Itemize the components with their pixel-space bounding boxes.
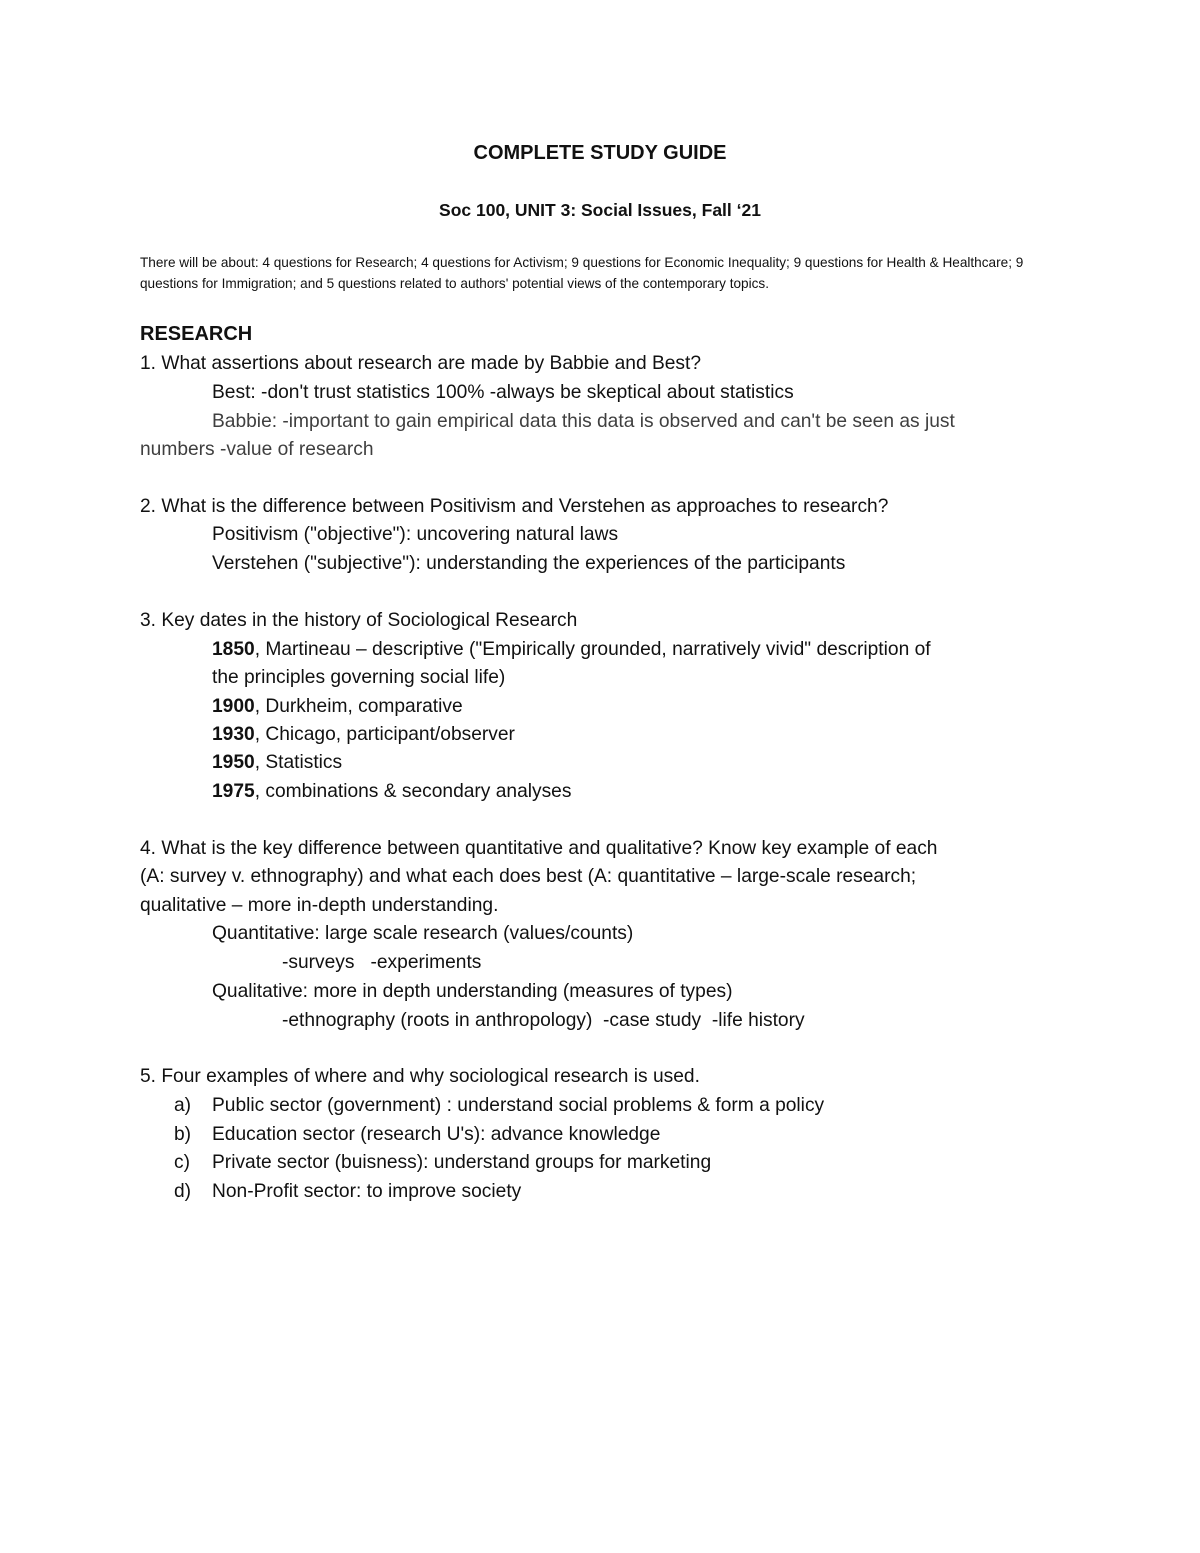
date-entry <box>212 722 515 748</box>
date-description: , combinations & secondary analyses <box>254 781 572 802</box>
list-item: Private sector (buisness): understand groups for marketing <box>212 1152 712 1173</box>
quantitative-examples: -surveys -experiments <box>282 952 482 973</box>
date-year: 1930 <box>212 724 255 745</box>
date-year: 1975 <box>212 781 255 802</box>
list-item: Non-Profit sector: to improve society <box>212 1181 522 1202</box>
date-year: 1850 <box>212 639 255 660</box>
answer-babbie-line1: Babbie: -important to gain empirical data this data is observed and can't be seen as just <box>212 411 955 432</box>
question-4-line3: qualitative – more in-depth understanding. <box>140 895 499 916</box>
qualitative-examples: -ethnography (roots in anthropology) -case study -life history <box>282 1010 805 1031</box>
answer-positivism: Positivism ("objective"): uncovering natural laws <box>212 524 619 545</box>
question-4-line1: 4. What is the key difference between quantitative and qualitative? Know key example of each <box>140 838 938 859</box>
intro-paragraph: There will be about: 4 questions for Research; 4 questions for Activism; 9 questions for Economic Inequality; 9 questions for Health & Healthcare; 9 questions for Immigration; and 5 questions related to authors' potential views of the contemporary topics. <box>140 255 1024 291</box>
list-item: Public sector (government) : understand social problems & form a policy <box>212 1095 825 1116</box>
document-title: COMPLETE STUDY GUIDE <box>473 142 727 164</box>
list-marker: b) <box>174 1124 192 1145</box>
date-description: , Durkheim, comparative <box>254 696 463 717</box>
list-marker: c) <box>174 1152 190 1173</box>
answer-qualitative: Qualitative: more in depth understanding (measures of types) <box>212 981 733 1002</box>
document-subtitle: Soc 100, UNIT 3: Social Issues, Fall ‘21 <box>439 200 761 220</box>
answer-quantitative: Quantitative: large scale research (values/counts) <box>212 923 634 944</box>
answer-best: Best: -don't trust statistics 100% -always be skeptical about statistics <box>212 382 794 403</box>
date-entry <box>212 779 571 805</box>
date-entry <box>212 637 931 663</box>
question-4-line2: (A: survey v. ethnography) and what each does best (A: quantitative – large-scale research; <box>140 866 917 887</box>
question-3: 3. Key dates in the history of Sociological Research <box>140 610 578 631</box>
date-description: , Statistics <box>254 752 343 773</box>
question-2: 2. What is the difference between Positivism and Verstehen as approaches to research? <box>140 496 889 517</box>
answer-verstehen: Verstehen ("subjective"): understanding the experiences of the participants <box>212 553 846 574</box>
section-heading-research: RESEARCH <box>140 323 253 345</box>
question-1: 1. What assertions about research are made by Babbie and Best? <box>140 353 702 374</box>
date-year: 1950 <box>212 752 255 773</box>
date-entry <box>212 694 463 720</box>
date-year: 1900 <box>212 696 255 717</box>
list-item: Education sector (research U's): advance knowledge <box>212 1124 661 1145</box>
question-5: 5. Four examples of where and why sociological research is used. <box>140 1066 700 1087</box>
list-marker: a) <box>174 1095 192 1116</box>
date-entry <box>212 750 342 776</box>
date-description: , Chicago, participant/observer <box>254 724 515 745</box>
date-entry-continuation: the principles governing social life) <box>212 667 506 688</box>
answer-babbie-line2: numbers -value of research <box>140 439 374 460</box>
date-description: , Martineau – descriptive ("Empirically grounded, narratively vivid" description of <box>254 639 931 660</box>
list-marker: d) <box>174 1181 192 1202</box>
